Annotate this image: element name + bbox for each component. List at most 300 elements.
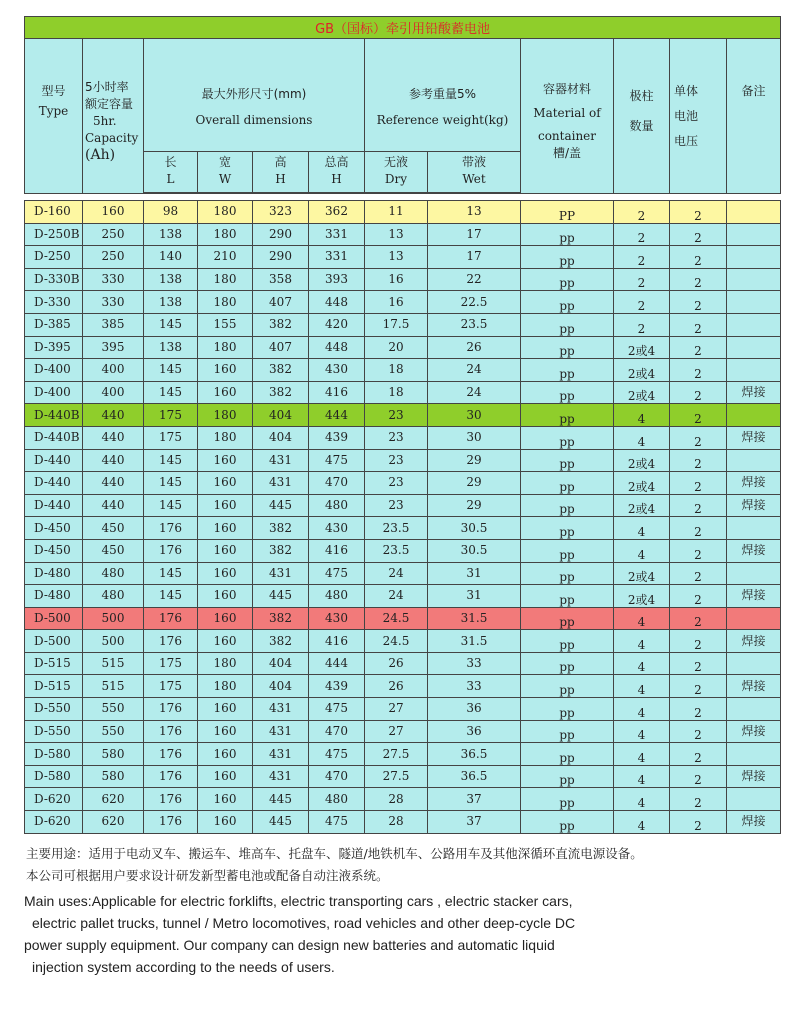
voltage-cell: 2: [670, 562, 727, 585]
usage-cn-line2: 本公司可根据用户要求设计研发新型蓄电池或配备自动注液系统。: [26, 868, 389, 883]
type-cell: D-515: [25, 675, 83, 698]
wet-weight-cell: 37: [428, 788, 521, 811]
height-cell: 290: [253, 246, 309, 269]
material-cell: pp: [521, 404, 614, 427]
total-height-cell: 420: [309, 313, 365, 336]
note-cell: [727, 517, 781, 540]
table-row: [25, 585, 781, 608]
wet-weight-cell: 29: [428, 449, 521, 472]
material-cell: pp: [521, 381, 614, 404]
length-cell: 145: [144, 472, 198, 495]
pole-count-cell: 4: [614, 788, 670, 811]
header-width-en: W: [218, 172, 232, 186]
dry-weight-cell: 27.5: [365, 765, 428, 788]
material-cell: pp: [521, 607, 614, 630]
header-weight: [365, 39, 521, 152]
wet-weight-cell: 31: [428, 562, 521, 585]
width-cell: 160: [198, 359, 253, 382]
header-height-en: H: [275, 172, 286, 186]
pole-count-cell: 2或4: [614, 585, 670, 608]
table-row: [25, 246, 781, 269]
dry-weight-cell: 27.5: [365, 743, 428, 766]
material-cell: pp: [521, 246, 614, 269]
length-cell: 145: [144, 381, 198, 404]
dry-weight-cell: 23.5: [365, 517, 428, 540]
width-cell: 180: [198, 652, 253, 675]
width-cell: 180: [198, 675, 253, 698]
pole-count-cell: 4: [614, 675, 670, 698]
total-height-cell: 362: [309, 201, 365, 224]
header-voltage-cn3: 电压: [674, 134, 699, 148]
table-row: [25, 268, 781, 291]
height-cell: 323: [253, 201, 309, 224]
note-cell: [727, 223, 781, 246]
note-cell: [727, 246, 781, 269]
wet-weight-cell: 31.5: [428, 630, 521, 653]
header-note: [727, 39, 781, 194]
note-cell: 焊接: [727, 539, 781, 562]
total-height-cell: 448: [309, 291, 365, 314]
type-cell: D-515: [25, 652, 83, 675]
height-cell: 431: [253, 472, 309, 495]
material-cell: pp: [521, 313, 614, 336]
capacity-cell: 440: [83, 426, 144, 449]
header-capacity-cn2: 额定容量: [85, 97, 134, 111]
dry-weight-cell: 24.5: [365, 607, 428, 630]
note-cell: 焊接: [727, 494, 781, 517]
table-row: [25, 426, 781, 449]
total-height-cell: 470: [309, 720, 365, 743]
length-cell: 176: [144, 517, 198, 540]
type-cell: D-480: [25, 585, 83, 608]
capacity-cell: 160: [83, 201, 144, 224]
material-cell: pp: [521, 811, 614, 834]
table-row: [25, 562, 781, 585]
header-material: [521, 39, 614, 194]
type-cell: D-580: [25, 765, 83, 788]
header-length-en: L: [166, 172, 175, 186]
wet-weight-cell: 31.5: [428, 607, 521, 630]
height-cell: 431: [253, 765, 309, 788]
dry-weight-cell: 17.5: [365, 313, 428, 336]
type-cell: D-550: [25, 698, 83, 721]
total-height-cell: 470: [309, 765, 365, 788]
width-cell: 180: [198, 426, 253, 449]
header-length-cn: 长: [164, 155, 177, 169]
note-cell: [727, 359, 781, 382]
header-capacity: [83, 39, 144, 194]
wet-weight-cell: 36: [428, 698, 521, 721]
total-height-cell: 430: [309, 607, 365, 630]
voltage-cell: 2: [670, 607, 727, 630]
voltage-cell: 2: [670, 675, 727, 698]
table-row: [25, 652, 781, 675]
capacity-cell: 330: [83, 291, 144, 314]
dry-weight-cell: 24: [365, 585, 428, 608]
dry-weight-cell: 13: [365, 246, 428, 269]
header-capacity-en1: 5hr.: [93, 114, 117, 128]
length-cell: 145: [144, 585, 198, 608]
voltage-cell: 2: [670, 359, 727, 382]
header-material-en1: Material of: [533, 106, 601, 120]
width-cell: 180: [198, 268, 253, 291]
height-cell: 382: [253, 630, 309, 653]
width-cell: 160: [198, 630, 253, 653]
table-row: [25, 607, 781, 630]
voltage-cell: 2: [670, 517, 727, 540]
note-cell: [727, 404, 781, 427]
capacity-cell: 440: [83, 449, 144, 472]
capacity-cell: 440: [83, 472, 144, 495]
height-cell: 404: [253, 675, 309, 698]
wet-weight-cell: 24: [428, 359, 521, 382]
length-cell: 176: [144, 743, 198, 766]
type-cell: D-480: [25, 562, 83, 585]
pole-count-cell: 4: [614, 630, 670, 653]
height-cell: 358: [253, 268, 309, 291]
table-row: [25, 494, 781, 517]
pole-count-cell: 2或4: [614, 359, 670, 382]
header-material-cn2: 槽/盖: [552, 146, 582, 160]
capacity-cell: 480: [83, 585, 144, 608]
length-cell: 138: [144, 268, 198, 291]
capacity-cell: 480: [83, 562, 144, 585]
pole-count-cell: 4: [614, 607, 670, 630]
capacity-cell: 330: [83, 268, 144, 291]
capacity-cell: 620: [83, 788, 144, 811]
capacity-cell: 515: [83, 675, 144, 698]
wet-weight-cell: 17: [428, 223, 521, 246]
material-cell: pp: [521, 472, 614, 495]
pole-count-cell: 4: [614, 517, 670, 540]
header-voltage-cn2: 电池: [674, 109, 699, 123]
header-material-cn: 容器材料: [542, 82, 591, 96]
type-cell: D-250B: [25, 223, 83, 246]
material-cell: pp: [521, 426, 614, 449]
length-cell: 98: [144, 201, 198, 224]
table-row: [25, 517, 781, 540]
width-cell: 160: [198, 811, 253, 834]
width-cell: 160: [198, 585, 253, 608]
width-cell: 160: [198, 788, 253, 811]
material-cell: pp: [521, 449, 614, 472]
length-cell: 145: [144, 449, 198, 472]
usage-en-line4: injection system according to the needs of users.: [32, 959, 335, 975]
note-cell: 焊接: [727, 765, 781, 788]
material-cell: PP: [521, 201, 614, 224]
header-total-height-en: H: [331, 172, 342, 186]
type-cell: D-250: [25, 246, 83, 269]
header-dimensions-en: Overall dimensions: [195, 113, 313, 127]
header-type-en: Type: [38, 104, 69, 118]
voltage-cell: 2: [670, 494, 727, 517]
table-row: [25, 675, 781, 698]
header-width-cn: 宽: [218, 155, 231, 169]
material-cell: pp: [521, 630, 614, 653]
usage-notes: [24, 843, 784, 978]
dry-weight-cell: 28: [365, 811, 428, 834]
width-cell: 160: [198, 765, 253, 788]
length-cell: 176: [144, 539, 198, 562]
pole-count-cell: 2: [614, 223, 670, 246]
material-cell: pp: [521, 517, 614, 540]
material-cell: pp: [521, 223, 614, 246]
pole-count-cell: 2: [614, 268, 670, 291]
type-cell: D-450: [25, 539, 83, 562]
total-height-cell: 444: [309, 652, 365, 675]
note-cell: [727, 562, 781, 585]
height-cell: 445: [253, 494, 309, 517]
battery-spec-sheet: [24, 16, 780, 834]
voltage-cell: 2: [670, 539, 727, 562]
height-cell: 382: [253, 539, 309, 562]
header-voltage-cn1: 单体: [674, 84, 699, 98]
length-cell: 176: [144, 630, 198, 653]
width-cell: 160: [198, 517, 253, 540]
voltage-cell: 2: [670, 201, 727, 224]
voltage-cell: 2: [670, 426, 727, 449]
pole-count-cell: 4: [614, 765, 670, 788]
total-height-cell: 480: [309, 585, 365, 608]
material-cell: pp: [521, 675, 614, 698]
length-cell: 145: [144, 313, 198, 336]
wet-weight-cell: 29: [428, 494, 521, 517]
pole-count-cell: 2或4: [614, 562, 670, 585]
note-cell: [727, 743, 781, 766]
total-height-cell: 331: [309, 223, 365, 246]
width-cell: 160: [198, 494, 253, 517]
capacity-cell: 515: [83, 652, 144, 675]
total-height-cell: 439: [309, 426, 365, 449]
material-cell: pp: [521, 788, 614, 811]
capacity-cell: 550: [83, 698, 144, 721]
total-height-cell: 475: [309, 811, 365, 834]
capacity-cell: 400: [83, 381, 144, 404]
type-cell: D-440: [25, 472, 83, 495]
width-cell: 210: [198, 246, 253, 269]
dry-weight-cell: 23.5: [365, 539, 428, 562]
total-height-cell: 331: [309, 246, 365, 269]
height-cell: 290: [253, 223, 309, 246]
material-cell: pp: [521, 494, 614, 517]
width-cell: 160: [198, 381, 253, 404]
total-height-cell: 430: [309, 517, 365, 540]
wet-weight-cell: 30: [428, 404, 521, 427]
dry-weight-cell: 27: [365, 720, 428, 743]
pole-count-cell: 2: [614, 313, 670, 336]
voltage-cell: 2: [670, 720, 727, 743]
capacity-cell: 440: [83, 494, 144, 517]
table-row: [25, 743, 781, 766]
total-height-cell: 480: [309, 494, 365, 517]
length-cell: 138: [144, 291, 198, 314]
total-height-cell: 475: [309, 449, 365, 472]
width-cell: 160: [198, 539, 253, 562]
wet-weight-cell: 17: [428, 246, 521, 269]
voltage-cell: 2: [670, 743, 727, 766]
type-cell: D-620: [25, 811, 83, 834]
capacity-cell: 620: [83, 811, 144, 834]
table-row: [25, 313, 781, 336]
length-cell: 176: [144, 607, 198, 630]
table-title-row: [25, 17, 781, 39]
material-cell: pp: [521, 698, 614, 721]
usage-en-line2: electric pallet trucks, tunnel / Metro locomotives, road vehicles and other deep-cycle DC: [32, 915, 576, 931]
note-cell: 焊接: [727, 472, 781, 495]
type-cell: D-330B: [25, 268, 83, 291]
table-row: [25, 698, 781, 721]
dry-weight-cell: 11: [365, 201, 428, 224]
header-dimensions: [144, 39, 365, 152]
table-row: [25, 539, 781, 562]
height-cell: 407: [253, 291, 309, 314]
pole-count-cell: 2: [614, 201, 670, 224]
height-cell: 382: [253, 359, 309, 382]
wet-weight-cell: 29: [428, 472, 521, 495]
header-capacity-cn1: 5小时率: [85, 80, 129, 94]
header-pole: [614, 39, 670, 194]
capacity-cell: 550: [83, 720, 144, 743]
header-wet-cn: 带液: [461, 155, 486, 169]
pole-count-cell: 2或4: [614, 494, 670, 517]
length-cell: 175: [144, 675, 198, 698]
voltage-cell: 2: [670, 291, 727, 314]
total-height-cell: 416: [309, 630, 365, 653]
header-type-cn: 型号: [41, 84, 66, 98]
header-height-cn: 高: [274, 155, 287, 169]
table-title: GB（国标）牵引用铅酸蓄电池: [25, 17, 781, 39]
voltage-cell: 2: [670, 788, 727, 811]
wet-weight-cell: 22.5: [428, 291, 521, 314]
capacity-cell: 450: [83, 539, 144, 562]
type-cell: D-440B: [25, 404, 83, 427]
table-row: [25, 201, 781, 224]
voltage-cell: 2: [670, 268, 727, 291]
type-cell: D-440B: [25, 426, 83, 449]
height-cell: 404: [253, 426, 309, 449]
header-weight-cn: 参考重量5%: [408, 87, 477, 101]
material-cell: pp: [521, 268, 614, 291]
header-material-en2: container: [537, 129, 597, 143]
length-cell: 175: [144, 426, 198, 449]
material-cell: pp: [521, 585, 614, 608]
pole-count-cell: 2: [614, 246, 670, 269]
material-cell: pp: [521, 720, 614, 743]
width-cell: 180: [198, 404, 253, 427]
header-wet: [428, 152, 521, 193]
length-cell: 145: [144, 494, 198, 517]
height-cell: 382: [253, 517, 309, 540]
length-cell: 138: [144, 223, 198, 246]
type-cell: D-330: [25, 291, 83, 314]
header-type: [25, 39, 83, 194]
capacity-cell: 250: [83, 246, 144, 269]
note-cell: 焊接: [727, 630, 781, 653]
height-cell: 382: [253, 381, 309, 404]
height-cell: 431: [253, 562, 309, 585]
type-cell: D-500: [25, 607, 83, 630]
type-cell: D-440: [25, 494, 83, 517]
dry-weight-cell: 16: [365, 268, 428, 291]
note-cell: 焊接: [727, 381, 781, 404]
wet-weight-cell: 31: [428, 585, 521, 608]
height-cell: 445: [253, 811, 309, 834]
voltage-cell: 2: [670, 585, 727, 608]
header-wet-en: Wet: [462, 172, 486, 186]
pole-count-cell: 2或4: [614, 449, 670, 472]
note-cell: 焊接: [727, 811, 781, 834]
total-height-cell: 439: [309, 675, 365, 698]
wet-weight-cell: 36: [428, 720, 521, 743]
header-total-height-cn: 总高: [324, 155, 349, 169]
pole-count-cell: 4: [614, 811, 670, 834]
width-cell: 160: [198, 743, 253, 766]
note-cell: [727, 291, 781, 314]
note-cell: [727, 607, 781, 630]
material-cell: pp: [521, 539, 614, 562]
height-cell: 431: [253, 720, 309, 743]
type-cell: D-550: [25, 720, 83, 743]
capacity-cell: 580: [83, 743, 144, 766]
type-cell: D-440: [25, 449, 83, 472]
pole-count-cell: 4: [614, 720, 670, 743]
wet-weight-cell: 26: [428, 336, 521, 359]
table-row: [25, 404, 781, 427]
type-cell: D-160: [25, 201, 83, 224]
note-cell: [727, 788, 781, 811]
wet-weight-cell: 22: [428, 268, 521, 291]
width-cell: 160: [198, 698, 253, 721]
length-cell: 176: [144, 765, 198, 788]
wet-weight-cell: 30.5: [428, 517, 521, 540]
material-cell: pp: [521, 562, 614, 585]
table-row: [25, 811, 781, 834]
pole-count-cell: 4: [614, 404, 670, 427]
dry-weight-cell: 23: [365, 472, 428, 495]
dry-weight-cell: 13: [365, 223, 428, 246]
header-capacity-unit: (Ah): [85, 147, 116, 163]
usage-en-line1: Main uses:Applicable for electric forklifts, electric transporting cars , electric stacker cars,: [24, 893, 573, 909]
total-height-cell: 475: [309, 698, 365, 721]
voltage-cell: 2: [670, 246, 727, 269]
capacity-cell: 440: [83, 404, 144, 427]
header-dry-cn: 无液: [383, 155, 408, 169]
header-weight-en: Reference weight(kg): [376, 113, 509, 127]
material-cell: pp: [521, 743, 614, 766]
note-cell: [727, 268, 781, 291]
note-cell: [727, 698, 781, 721]
voltage-cell: 2: [670, 765, 727, 788]
table-row: [25, 765, 781, 788]
total-height-cell: 475: [309, 562, 365, 585]
capacity-cell: 400: [83, 359, 144, 382]
pole-count-cell: 4: [614, 539, 670, 562]
pole-count-cell: 4: [614, 743, 670, 766]
material-cell: pp: [521, 359, 614, 382]
pole-count-cell: 2或4: [614, 472, 670, 495]
length-cell: 176: [144, 720, 198, 743]
capacity-cell: 250: [83, 223, 144, 246]
capacity-cell: 580: [83, 765, 144, 788]
type-cell: D-385: [25, 313, 83, 336]
voltage-cell: 2: [670, 223, 727, 246]
table-row: [25, 720, 781, 743]
wet-weight-cell: 37: [428, 811, 521, 834]
wet-weight-cell: 33: [428, 652, 521, 675]
dry-weight-cell: 16: [365, 291, 428, 314]
wet-weight-cell: 36.5: [428, 743, 521, 766]
dry-weight-cell: 18: [365, 381, 428, 404]
